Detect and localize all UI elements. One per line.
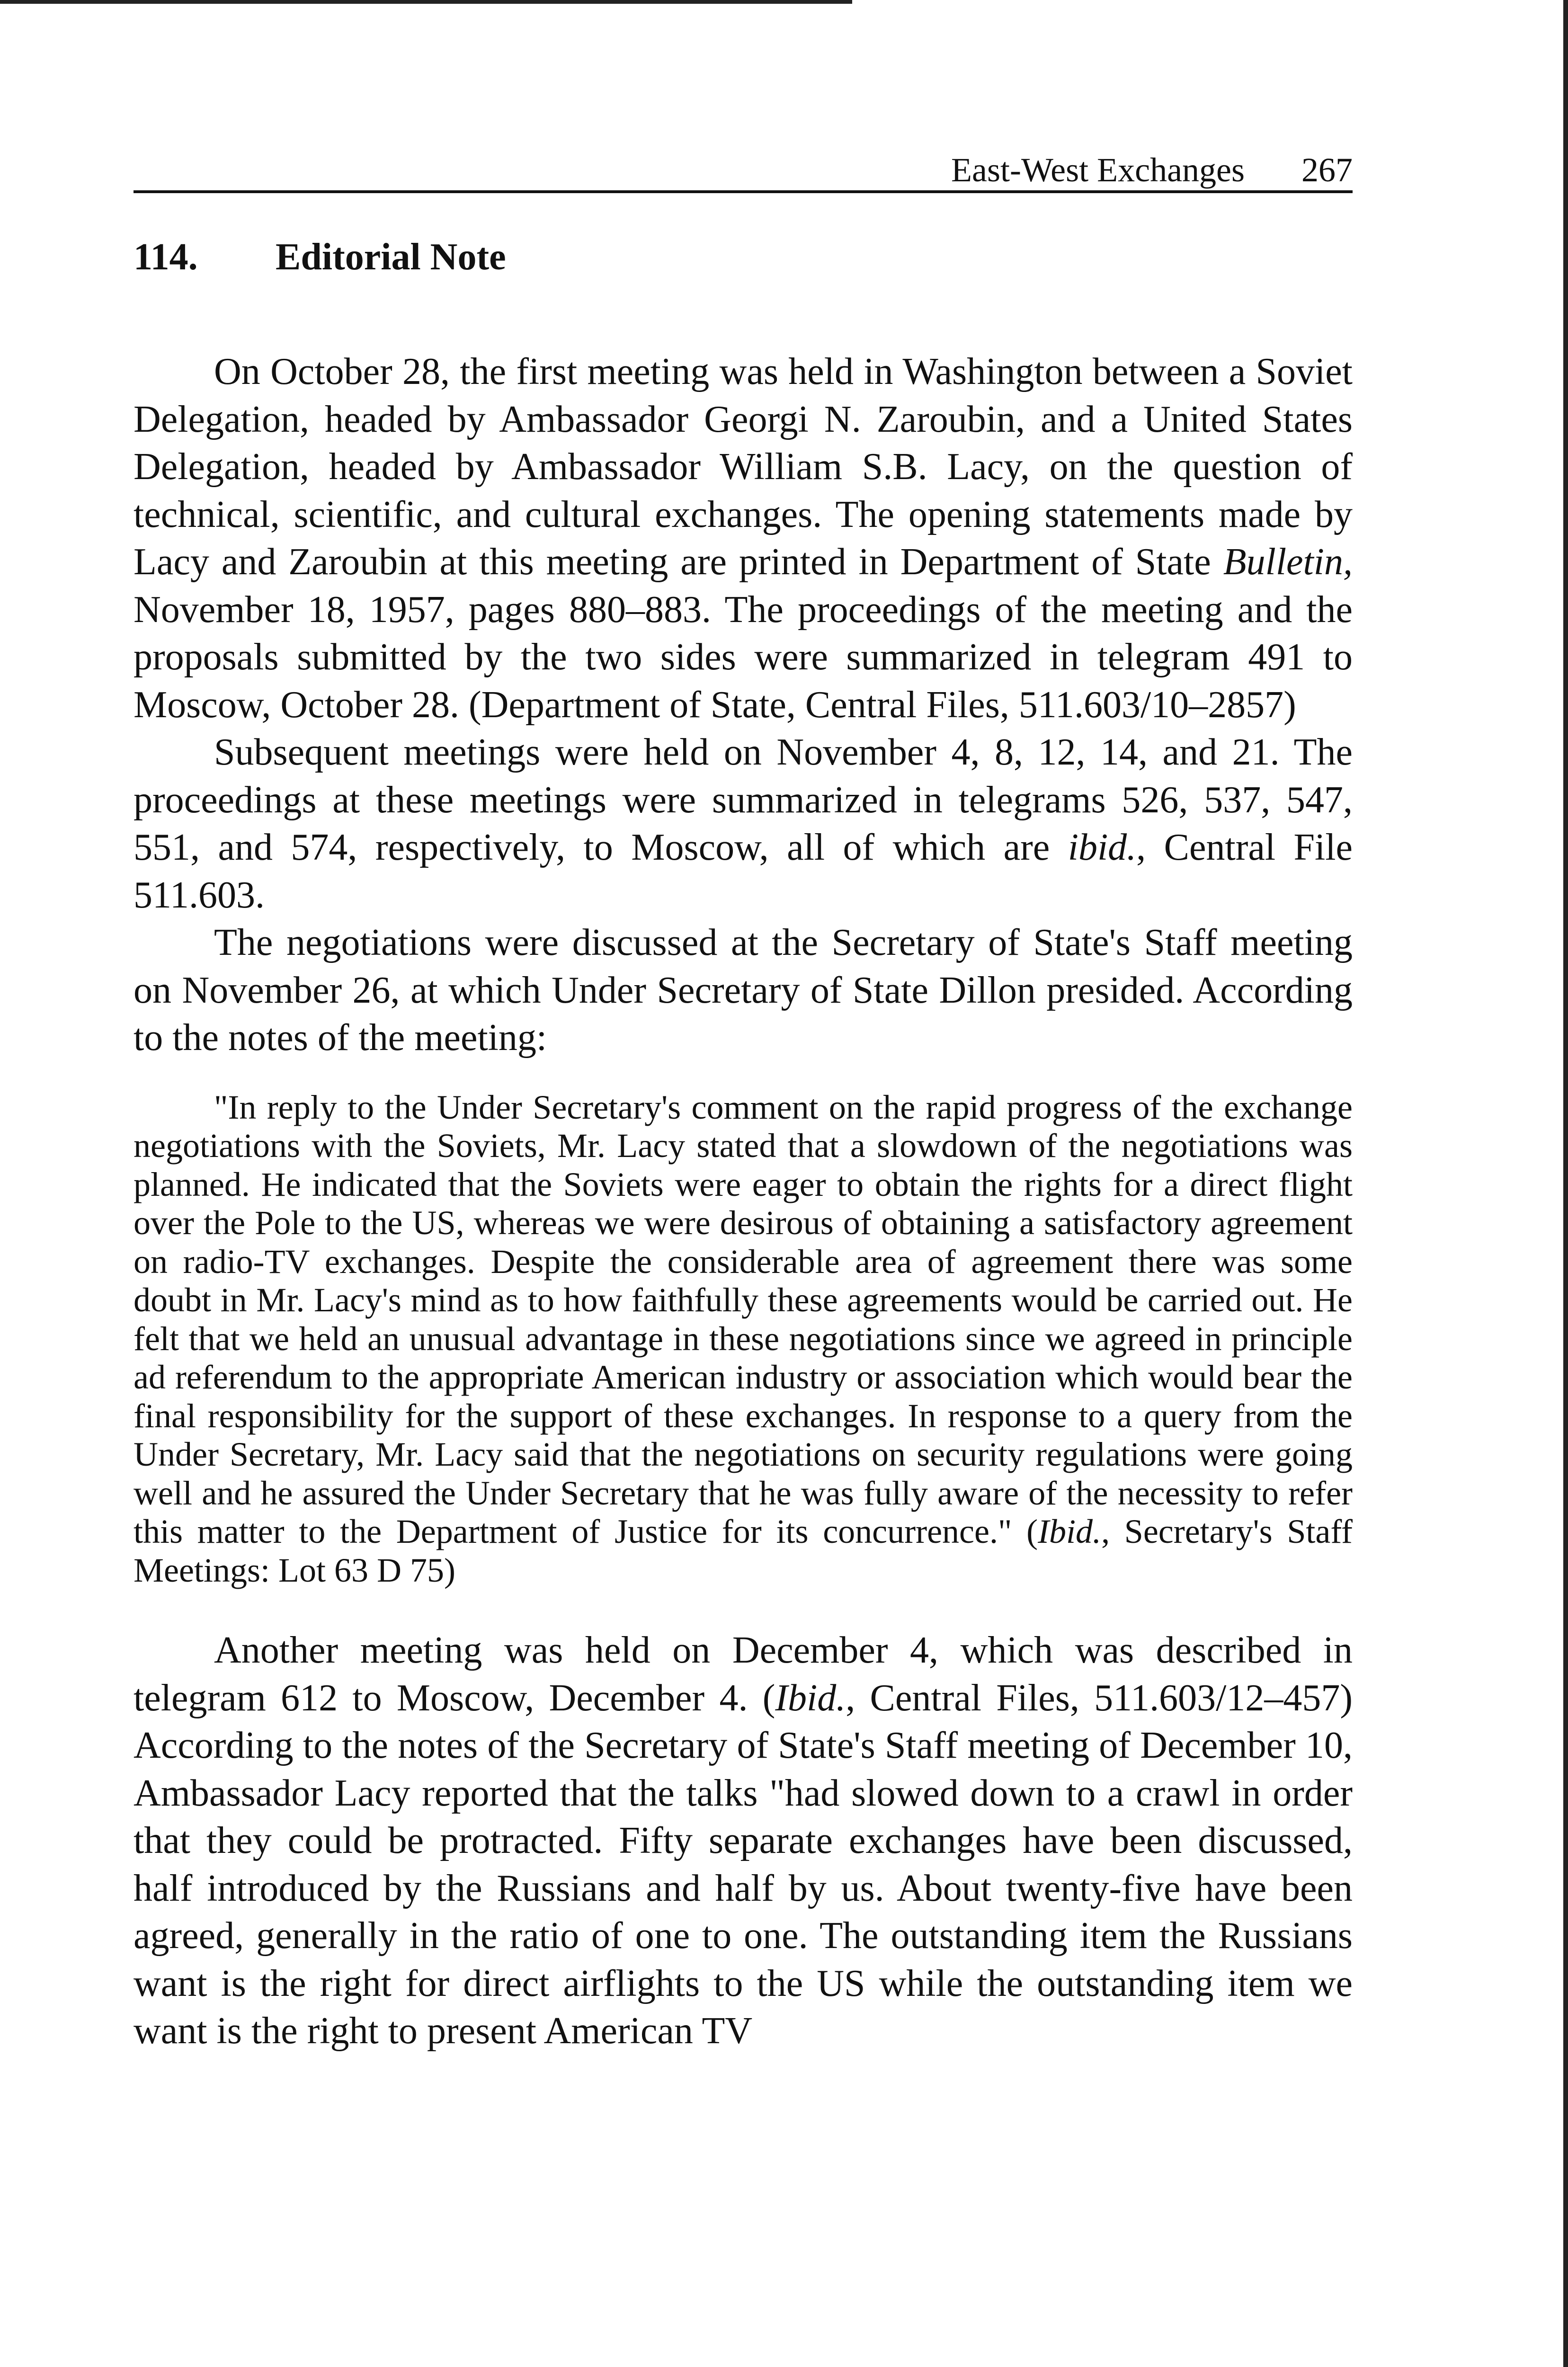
page-top-rule	[0, 0, 852, 4]
paragraph-text: Subsequent meetings were held on November 4, 8, 12, 14, and 21. The proceedings at these meetings were summarized in telegrams 526, 537, 547, 551, and 574, respectively, to Moscow, all of which are	[134, 731, 1353, 868]
page-right-edge	[1563, 0, 1568, 2367]
paragraph-text: , Central File 511.603.	[134, 827, 1353, 916]
paragraph-italic: Ibid.	[775, 1677, 846, 1719]
paragraph-first-meeting	[134, 348, 1353, 729]
section-title: Editorial Note	[276, 236, 506, 278]
article-body	[134, 348, 1353, 2055]
paragraph-december-meeting	[134, 1627, 1353, 2055]
paragraph-italic: ibid.	[1068, 827, 1137, 868]
page-number: 267	[1301, 151, 1353, 189]
running-head-title: East-West Exchanges	[951, 151, 1245, 189]
paragraph-text: November 18, 1957, pages 880–883. The proceedings of the meeting and the proposals submitted by the two sides were summarized in telegram 491 to Moscow, October 28. (Department of State, Central Files, 511.603/10–2857)	[134, 588, 1353, 726]
block-quote	[134, 1088, 1353, 1590]
running-head	[134, 147, 1353, 193]
section-number: 114.	[134, 236, 198, 278]
section-heading	[134, 231, 506, 283]
paragraph-text: , Central Files, 511.603/12–457) According to the notes of the Secretary of State's Staff meeting of December 10, Ambassador Lacy reported that the talks "had slowed down to a crawl in order that they could be protracted. Fifty separate exchanges have been discussed, half introduced by the Russians and half by us. About twenty-five have been agreed, generally in the ratio of one to one. The outstanding item the Russians want is the right for direct airflights to the US while the outstanding item we want is the right to present American TV	[134, 1677, 1353, 2052]
paragraph-staff-meeting: The negotiations were discussed at the Secretary of State's Staff meeting on November 26, at which Under Secretary of State Dillon presided. According to the notes of the meeting:	[134, 922, 1353, 1059]
paragraph-subsequent-meetings	[134, 729, 1353, 919]
quote-text: , Secretary's Staff Meetings: Lot 63 D 75)	[134, 1513, 1353, 1589]
quote-italic: Ibid.	[1038, 1513, 1102, 1550]
quote-text: "In reply to the Under Secretary's comment on the rapid progress of the exchange negotiations with the Soviets, Mr. Lacy stated that a slowdown of the negotiations was planned. He indicated that the Soviets were eager to obtain the rights for a direct flight over the Pole to the US, whereas we were desirous of obtaining a satisfactory agreement on radio-TV exchanges. Despite the considerable area of agreement there was some doubt in Mr. Lacy's mind as to how faithfully these agreements would be carried out. He felt that we held an unusual advantage in these negotiations since we agreed in principle ad referendum to the appropriate American industry or association which would bear the final responsibility for the support of these exchanges. In response to a query from the Under Secretary, Mr. Lacy said that the negotiations on security regulations were going well and he assured the Under Secretary that he was fully aware of the necessity to refer this matter to the Department of Justice for its concurrence." (	[134, 1088, 1353, 1550]
paragraph-text: Another meeting was held on December 4, which was described in telegram 612 to Moscow, December 4. (	[134, 1629, 1353, 1719]
paragraph-italic: Bulletin,	[1223, 541, 1353, 583]
paragraph-text: On October 28, the first meeting was held in Washington between a Soviet Delegation, headed by Ambassador Georgi N. Zaroubin, and a United States Delegation, headed by Ambassador William S.B. Lacy, on the question of technical, scientific, and cultural exchanges. The opening statements made by Lacy and Zaroubin at this meeting are printed in Department of State	[134, 351, 1353, 583]
